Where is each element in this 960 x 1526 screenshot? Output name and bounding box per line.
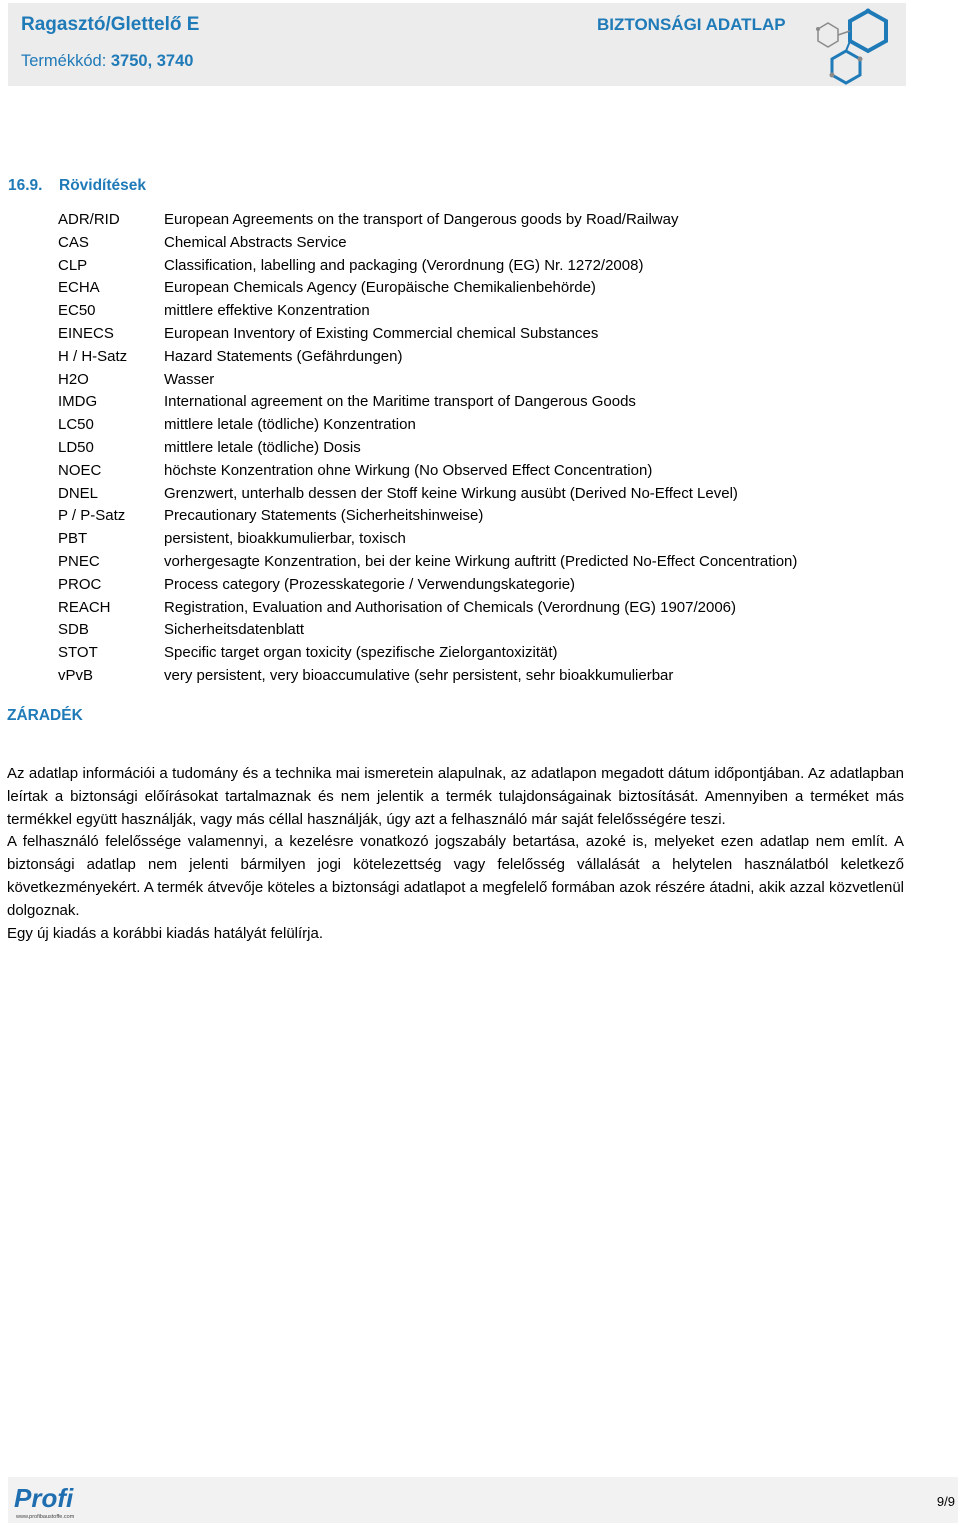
- abbreviation-key: ADR/RID: [58, 211, 120, 228]
- section-heading: [8, 177, 146, 195]
- abbreviation-value: Grenzwert, unterhalb dessen der Stoff keine Wirkung ausübt (Derived No-Effect Level): [164, 484, 738, 502]
- abbreviation-value: mittlere letale (tödliche) Konzentration: [164, 416, 416, 434]
- abbreviation-value: International agreement on the Maritime transport of Dangerous Goods: [164, 393, 636, 411]
- abbreviation-row: [58, 300, 918, 323]
- abbreviation-key: EC50: [58, 302, 96, 320]
- abbreviation-row: [58, 619, 918, 642]
- abbreviation-key: IMDG: [58, 393, 98, 411]
- abbreviation-row: [58, 255, 918, 278]
- abbreviation-row: [58, 277, 918, 300]
- abbreviation-key: PNEC: [58, 552, 100, 570]
- abbreviation-row: [58, 551, 918, 574]
- abbreviation-row: [58, 483, 918, 506]
- abbreviation-row: [58, 414, 918, 437]
- abbreviation-value: Chemical Abstracts Service: [164, 233, 347, 251]
- page-number: 9/9: [936, 1494, 955, 1509]
- abbreviation-value: mittlere effektive Konzentration: [164, 302, 370, 320]
- abbreviation-list: [58, 209, 918, 688]
- abbreviation-key: H2O: [58, 370, 89, 388]
- abbreviation-key: LD50: [58, 438, 94, 456]
- abbreviation-value: Specific target organ toxicity (spezifische Zielorgantoxizität): [164, 644, 558, 662]
- abbreviation-row: [58, 323, 918, 346]
- abbreviation-value: Hazard Statements (Gefährdungen): [164, 347, 403, 365]
- abbreviation-key: SDB: [58, 621, 89, 639]
- document-header: [8, 3, 906, 86]
- product-code: [21, 52, 193, 71]
- abbreviation-row: [58, 209, 918, 232]
- abbreviation-row: [58, 369, 918, 392]
- profi-logo: [12, 1481, 82, 1521]
- product-title: Ragasztó/Glettelő E: [21, 14, 200, 35]
- abbreviation-key: NOEC: [58, 461, 102, 479]
- abbreviation-key: CAS: [58, 233, 89, 251]
- abbreviation-value: persistent, bioakkumulierbar, toxisch: [164, 530, 406, 548]
- clause-paragraph: A felhasználó felelőssége valamennyi, a kezelésre vonatkozó jogszabály betartása, azoké is, melyeket ezen adatlap nem említ. A biztonsági adatlap nem jelenti bármilyen jogi kötelezettség vagy felelősség vállalását a helytelen használatból keletkező következményekért. A termék átvevője köteles a biztonsági adatlapot a megfelelő formában azok részére átadni, akik azzal közvetlenül dolgoznak.: [7, 833, 904, 919]
- abbreviation-value: Precautionary Statements (Sicherheitshinweise): [164, 507, 484, 525]
- abbreviation-key: vPvB: [58, 666, 94, 684]
- section-number: 16.9.: [8, 177, 43, 194]
- abbreviation-value: European Agreements on the transport of Dangerous goods by Road/Railway: [164, 211, 679, 228]
- chemical-structure-icon: [806, 7, 896, 85]
- abbreviation-key: REACH: [58, 598, 111, 616]
- logo-subtext: www.profibaustoffe.com: [16, 1514, 75, 1520]
- abbreviation-row: [58, 528, 918, 551]
- product-code-value: 3750, 3740: [110, 52, 194, 70]
- abbreviation-row: [58, 346, 918, 369]
- abbreviation-row: [58, 597, 918, 620]
- abbreviation-value: höchste Konzentration ohne Wirkung (No Observed Effect Concentration): [164, 461, 653, 479]
- logo-text: Profi: [14, 1483, 74, 1513]
- abbreviation-row: [58, 460, 918, 483]
- abbreviation-key: PBT: [58, 530, 88, 548]
- document-type: BIZTONSÁGI ADATLAP: [597, 15, 786, 34]
- abbreviation-row: [58, 665, 918, 688]
- abbreviation-value: mittlere letale (tödliche) Dosis: [164, 438, 361, 456]
- clause-paragraph: Egy új kiadás a korábbi kiadás hatályát felülírja.: [7, 924, 324, 942]
- abbreviation-key: H / H-Satz: [58, 347, 128, 365]
- abbreviation-row: [58, 642, 918, 665]
- abbreviation-value: European Chemicals Agency (Europäische Chemikalienbehörde): [164, 279, 596, 297]
- abbreviation-value: European Inventory of Existing Commercial chemical Substances: [164, 324, 599, 342]
- clause-body: [7, 763, 904, 945]
- abbreviation-value: very persistent, very bioaccumulative (sehr persistent, sehr bioakkumulierbar: [164, 666, 674, 684]
- abbreviation-value: Classification, labelling and packaging (Verordnung (EG) Nr. 1272/2008): [164, 256, 644, 274]
- abbreviation-key: ECHA: [58, 279, 100, 297]
- section-title: Rövidítések: [59, 177, 147, 194]
- abbreviation-row: [58, 232, 918, 255]
- abbreviation-key: STOT: [58, 644, 98, 662]
- abbreviation-value: Sicherheitsdatenblatt: [164, 621, 305, 639]
- abbreviation-key: LC50: [58, 416, 94, 434]
- abbreviation-value: Wasser: [164, 370, 215, 388]
- abbreviation-row: [58, 437, 918, 460]
- abbreviation-key: CLP: [58, 256, 88, 274]
- abbreviation-value: Registration, Evaluation and Authorisation of Chemicals (Verordnung (EG) 1907/2006): [164, 598, 736, 616]
- abbreviation-value: Process category (Prozesskategorie / Verwendungskategorie): [164, 575, 576, 593]
- abbreviation-row: [58, 391, 918, 414]
- abbreviation-key: EINECS: [58, 324, 114, 342]
- abbreviation-row: [58, 574, 918, 597]
- abbreviation-row: [58, 505, 918, 528]
- product-code-label: Termékkód:: [21, 52, 107, 70]
- clause-paragraph: Az adatlap információi a tudomány és a technika mai ismeretein alapulnak, az adatlapon megadott dátum időpontjában. Az adatlapban leírtak a biztonsági előírásokat tartalmaznak és nem jelentik a termék tulajdonságainak biztosítását. Amennyiben a terméket más termékkel együtt használják, vagy más céllal használják, úgy azt a felhasználó már saját felelősségére teszi.: [7, 765, 904, 828]
- clause-title: ZÁRADÉK: [7, 707, 83, 724]
- abbreviation-key: DNEL: [58, 484, 99, 502]
- abbreviation-key: P / P-Satz: [58, 507, 126, 525]
- abbreviation-value: vorhergesagte Konzentration, bei der keine Wirkung auftritt (Predicted No-Effect Concentration): [164, 552, 798, 570]
- abbreviation-key: PROC: [58, 575, 102, 593]
- document-footer: [8, 1477, 958, 1523]
